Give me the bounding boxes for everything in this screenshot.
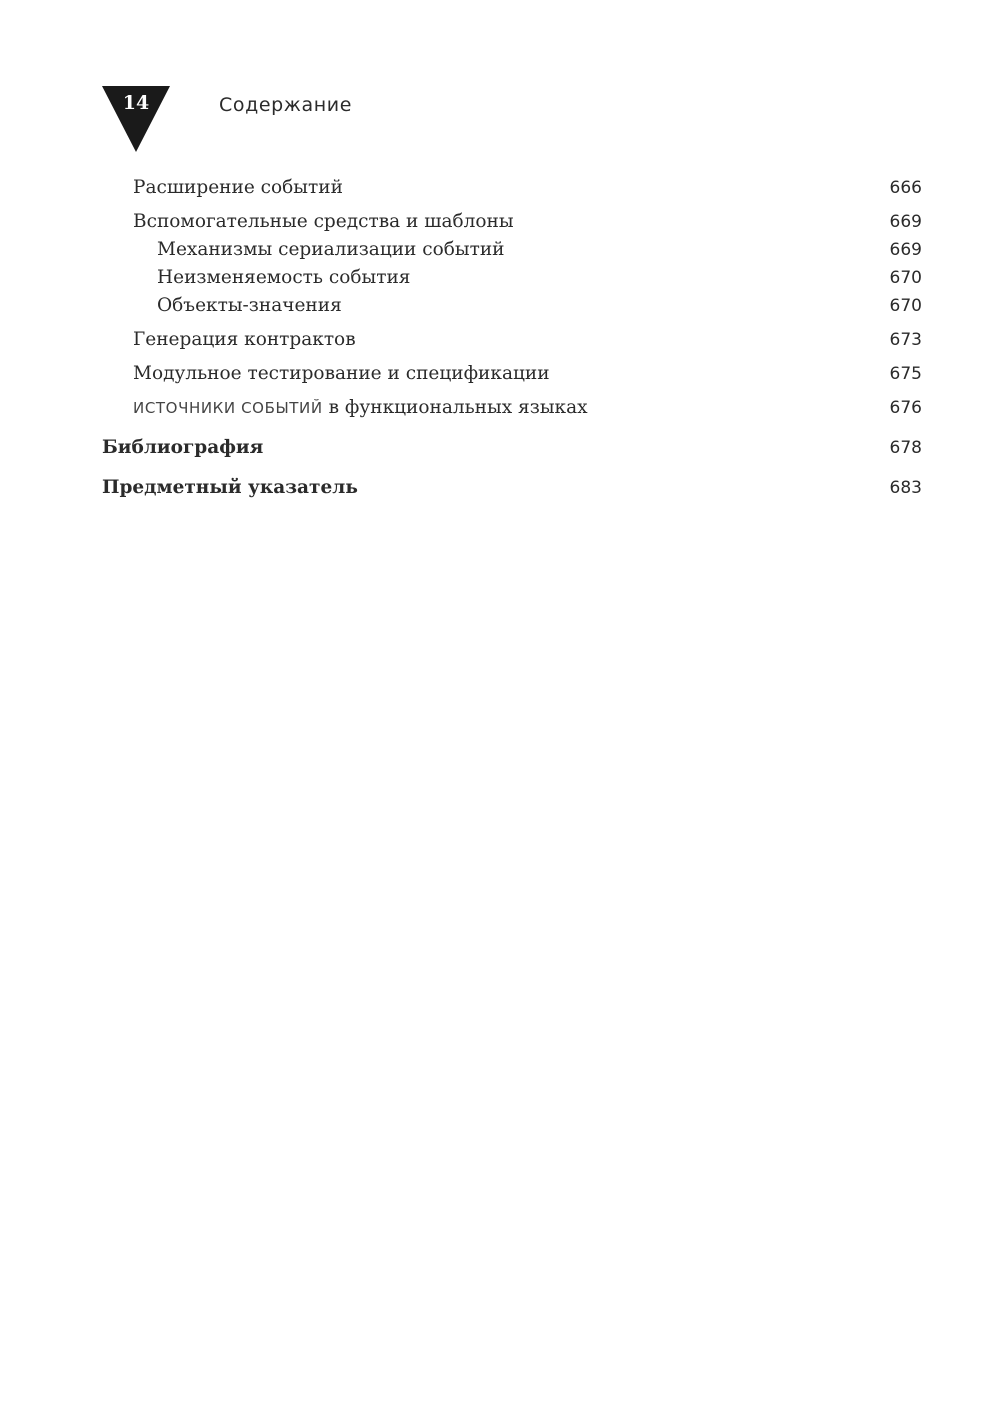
toc-entry[interactable]	[102, 174, 922, 202]
toc-entry-page: 670	[889, 268, 922, 288]
toc-entry-title: Объекты-значения	[157, 295, 342, 316]
toc-entry-page: 675	[889, 364, 922, 384]
toc-entry[interactable]	[102, 326, 922, 354]
toc-entry-page: 673	[889, 330, 922, 350]
toc-entry[interactable]	[102, 292, 922, 320]
toc-entry-index[interactable]	[102, 474, 922, 502]
toc-entry[interactable]	[102, 264, 922, 292]
toc-entry-title: в функциональных языках	[322, 397, 588, 418]
toc-entry-title: Неизменяемость события	[157, 267, 411, 288]
toc-entry-title: Библиография	[102, 437, 264, 458]
toc-entry-page: 676	[889, 398, 922, 418]
toc-entry[interactable]	[102, 208, 922, 236]
toc-entry[interactable]	[102, 236, 922, 264]
toc-entry-title: Генерация контрактов	[133, 329, 356, 350]
toc-entry-page: 669	[889, 240, 922, 260]
page-header	[102, 86, 922, 156]
toc-entry-bibliography[interactable]	[102, 434, 922, 462]
toc-entry-title: Расширение событий	[133, 177, 343, 198]
toc-entry-page: 683	[889, 478, 922, 498]
page-number-marker	[102, 86, 172, 152]
toc-entry[interactable]	[102, 394, 922, 422]
toc-entry-page: 669	[889, 212, 922, 232]
toc-entry-title-smallcaps: ИСТОЧНИКИ СОБЫТИЙ	[133, 399, 323, 417]
toc-entry-page: 678	[889, 438, 922, 458]
table-of-contents	[102, 174, 922, 502]
page-number: 14	[122, 92, 150, 114]
toc-entry-page: 670	[889, 296, 922, 316]
running-title: Содержание	[219, 94, 352, 116]
toc-entry-title: Модульное тестирование и спецификации	[133, 363, 550, 384]
toc-entry-title: Вспомогательные средства и шаблоны	[133, 211, 514, 232]
toc-entry[interactable]	[102, 360, 922, 388]
toc-entry-title: Механизмы сериализации событий	[157, 239, 505, 260]
toc-entry-page: 666	[889, 178, 922, 198]
toc-entry-title: Предметный указатель	[102, 477, 358, 498]
